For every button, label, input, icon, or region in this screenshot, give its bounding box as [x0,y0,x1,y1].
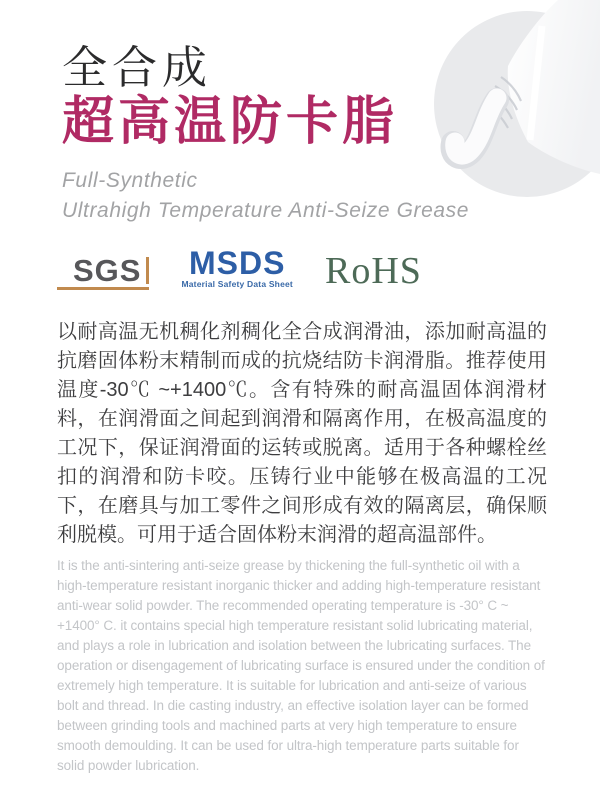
certification-logos [57,245,422,293]
rohs-logo [324,250,422,293]
msds-logo [181,245,293,290]
title-block [62,44,469,226]
subtitle-line1: Full-Synthetic [62,169,198,193]
sgs-logo [57,252,149,290]
subtitle-english [62,166,469,226]
rohs-logo-text: RoHS [324,250,422,293]
msds-logo-subtext: Material Safety Data Sheet [181,279,293,290]
page-title-line1: 全合成 [62,42,213,93]
description-english: It is the anti-sintering anti-seize grease by thickening the full-synthetic oil with a high-temperature resistant inorganic thicker and adding high-temperature resistant anti-wear solid powder. The recommended operating temperature is -30° C ~ +1400° C. it contains special high temperature resistant solid lubricating material, and plays a role in lubrication and isolation between the lubricating surfaces. The operation or disengagement of lubricating surface is ensured under the condition of extremely high temperature. It is suitable for lubrication and anti-seize of various bolt and thread. In die casting industry, an effective isolation layer can be formed between grinding tools and machined parts at very high temperature to ensure smooth demoulding. It can be used for ultra-high temperature parts suitable for solid powder lubrication. [57,558,545,773]
description-chinese: 以耐高温无机稠化剂稠化全合成润滑油，添加耐高温的抗磨固体粉末精制而成的抗烧结防卡润滑脂。推荐使用温度-30℃ ~+1400℃。含有特殊的耐高温固体润滑材料，在润滑面之间起到润滑和隔离作用，在极高温度的工况下，保证润滑面的运转或脱离。适用于各种螺栓丝扣的润滑和防卡咬。压铸行业中能够在极高温的工况下，在磨具与加工零件之间形成有效的隔离层，确保顺利脱模。可用于适合固体粉末润滑的超高温部件。 [57,321,547,546]
subtitle-line2: Ultrahigh Temperature Anti-Seize Grease [62,199,470,223]
sgs-logo-text: SGS [73,257,149,284]
msds-logo-text: MSDS [188,245,286,281]
page-title-line2: 超高温防卡脂 [62,92,399,151]
